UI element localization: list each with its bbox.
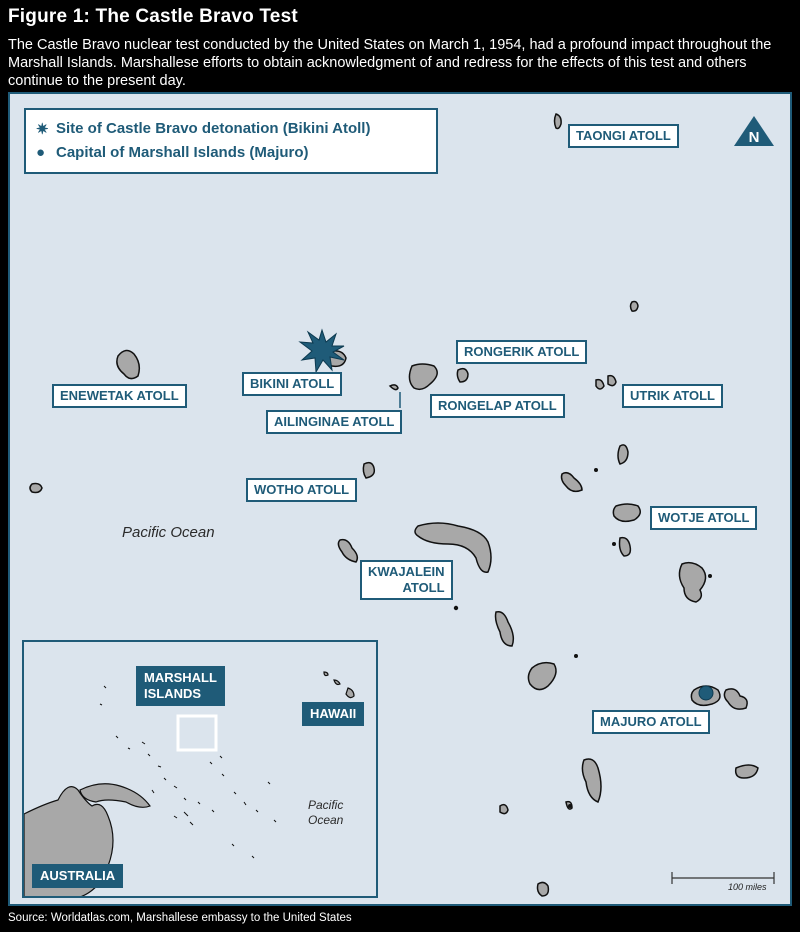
scale-label: 100 miles — [728, 882, 767, 892]
island-ebon — [538, 882, 549, 896]
label-kwajalein-line2: ATOLL — [402, 580, 445, 595]
island-erikub — [620, 538, 631, 556]
island-mili — [736, 765, 758, 778]
island-jaluit — [582, 759, 601, 802]
island-lae — [30, 484, 42, 493]
north-label: N — [748, 129, 760, 146]
label-ailinginae: AILINGINAE ATOLL — [266, 410, 402, 434]
islet — [708, 574, 712, 578]
legend-capital-label: Capital of Marshall Islands (Majuro) — [56, 144, 309, 161]
islet — [612, 542, 616, 546]
page-title: Figure 1: The Castle Bravo Test — [8, 6, 298, 27]
label-rongelap: RONGELAP ATOLL — [430, 394, 565, 418]
label-wotje: WOTJE ATOLL — [650, 506, 757, 530]
island-wotho — [363, 463, 374, 478]
island-arno — [724, 689, 747, 709]
island-ailinginae — [390, 385, 398, 390]
island-north — [631, 302, 639, 312]
island-rongerik — [457, 369, 468, 382]
inset-ocean-label — [308, 798, 343, 828]
island-ujae — [338, 540, 357, 562]
label-bikini: BIKINI ATOLL — [242, 372, 342, 396]
inset-ocean-line2: Ocean — [308, 813, 344, 827]
label-wotho: WOTHO ATOLL — [246, 478, 357, 502]
inset-ocean-line1: Pacific — [308, 798, 344, 812]
hawaii-islands — [324, 672, 354, 698]
label-kwajalein — [360, 560, 453, 600]
islet — [454, 606, 458, 610]
label-kwajalein-line1: KWAJALEIN — [368, 564, 445, 579]
island-kili — [500, 805, 508, 814]
island-rongelap — [409, 364, 437, 389]
inset-label-marshall — [136, 666, 225, 706]
island-namu — [496, 612, 514, 646]
island-enewetak — [117, 350, 139, 378]
island-wotje — [613, 504, 640, 521]
marshall-islands-highlight-box — [178, 716, 216, 750]
island-utrik — [596, 376, 616, 389]
source-note: Source: Worldatlas.com, Marshallese embassy to the United States — [8, 912, 352, 924]
label-utrik: UTRIK ATOLL — [622, 384, 723, 408]
map-panel — [8, 92, 792, 906]
label-taongi: TAONGI ATOLL — [568, 124, 679, 148]
inset-label-hawaii: HAWAII — [302, 702, 364, 726]
dot-icon: ● — [36, 144, 46, 161]
inset-map — [22, 640, 378, 898]
inset-label-marshall-line1: MARSHALL — [144, 670, 217, 685]
legend-detonation — [36, 120, 371, 138]
island-ailinglaplap — [528, 663, 556, 690]
inset-label-marshall-line2: ISLANDS — [144, 686, 202, 701]
star-icon: ✷ — [36, 121, 49, 138]
new-guinea-landmass — [80, 784, 150, 808]
island-ailuk — [562, 473, 583, 492]
islet — [594, 468, 598, 472]
islet — [574, 654, 578, 658]
label-enewetak: ENEWETAK ATOLL — [52, 384, 187, 408]
capital-dot-icon — [699, 686, 713, 700]
legend-detonation-label: Site of Castle Bravo detonation (Bikini Atoll) — [56, 120, 371, 137]
ocean-label: Pacific Ocean — [122, 524, 215, 541]
island-taongi — [555, 114, 562, 129]
island-likiep — [618, 445, 628, 464]
legend-capital — [36, 144, 309, 161]
page-subtitle: The Castle Bravo nuclear test conducted by the United States on March 1, 1954, had a profound impact throughout the Marshall Islands. Marshallese efforts to obtain acknowledgment of and redress for the effects of this test and others continue to the present day. — [8, 37, 772, 89]
inset-label-australia: AUSTRALIA — [32, 864, 123, 888]
islet — [568, 804, 572, 808]
island-maloelap — [679, 563, 705, 602]
label-majuro: MAJURO ATOLL — [592, 710, 710, 734]
label-rongerik: RONGERIK ATOLL — [456, 340, 587, 364]
legend-box — [24, 108, 438, 174]
